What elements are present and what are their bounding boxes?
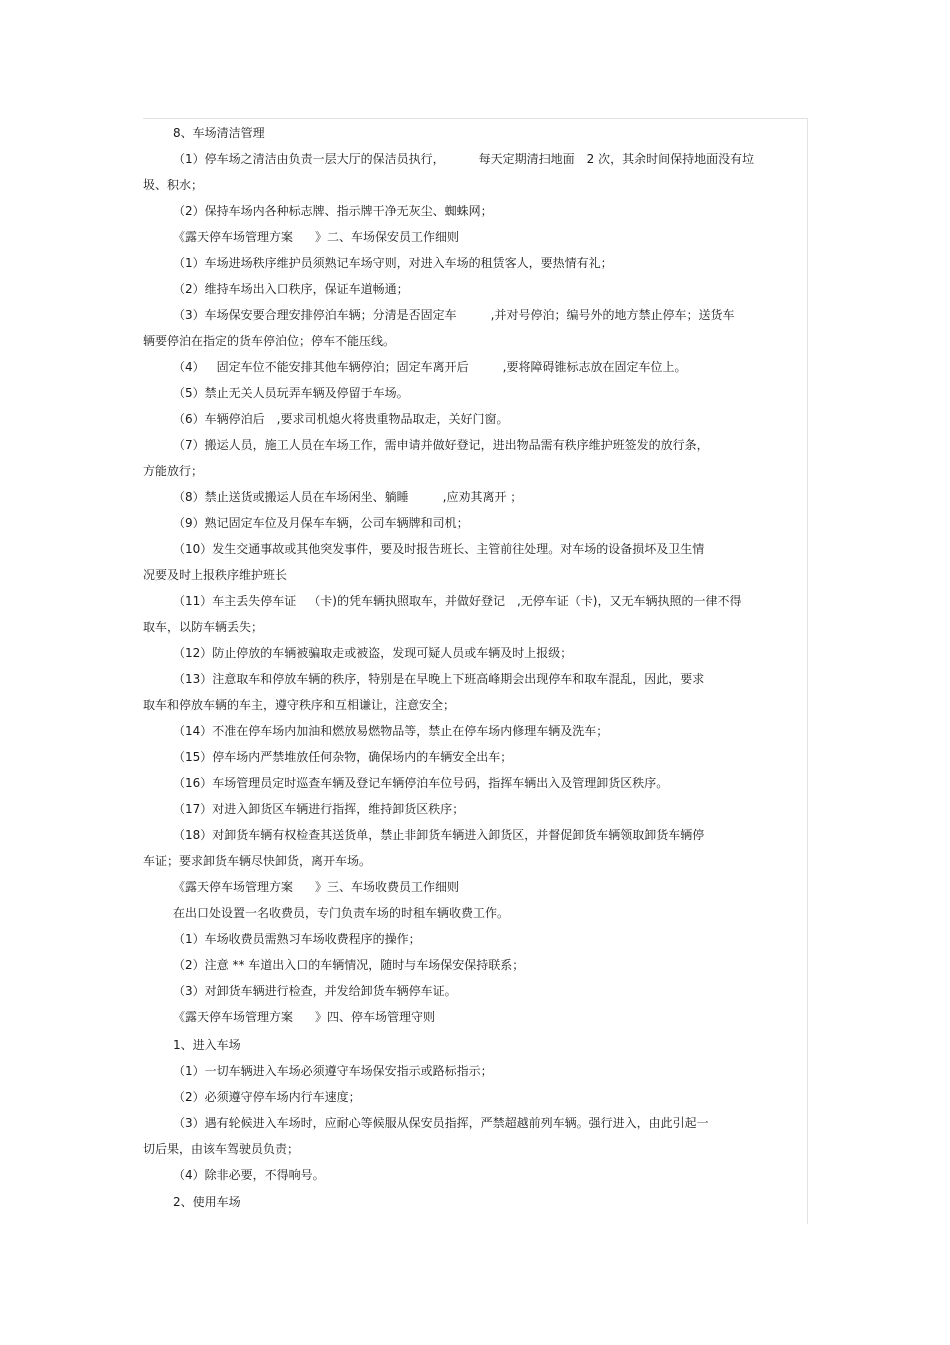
text-line: （18）对卸货车辆有权检查其送货单，禁止非卸货车辆进入卸货区，并督促卸货车辆领取卸货车辆停 [173, 828, 705, 842]
document-body [143, 124, 793, 1219]
section-heading: 8、车场清洁管理 [173, 126, 265, 140]
text-line: 在出口处设置一名收费员，专门负责车场的时租车辆收费工作。 [173, 906, 510, 920]
sub-heading: 2、使用车场 [173, 1195, 241, 1209]
section-heading: 《露天停车场管理方案 》四、停车场管理守则 [173, 1010, 436, 1024]
text-line: （1）一切车辆进入车场必须遵守车场保安指示或路标指示； [173, 1063, 493, 1078]
text-line: （8）禁止送货或搬运人员在车场闲坐、躺睡 ,应劝其离开 ； [173, 490, 523, 504]
text-line: （7）搬运人员，施工人员在车场工作，需申请并做好登记，进出物品需有秩序维护班签发的放行条， [173, 438, 709, 452]
text-line: 切后果，由该车驾驶员负责； [143, 1141, 300, 1156]
text-line: （3）对卸货车辆进行检查，并发给卸货车辆停车证。 [173, 984, 457, 998]
text-line: （16）车场管理员定时巡查车辆及登记车辆停泊车位号码，指挥车辆出入及管理卸货区秩序。 [173, 776, 669, 790]
text-line: 取车和停放车辆的车主，遵守秩序和互相谦让，注意安全； [143, 698, 456, 712]
text-line: （13）注意取车和停放车辆的秩序，特别是在早晚上下班高峰期会出现停车和取车混乱，因此，要求 [173, 672, 705, 686]
text-line: 方能放行； [143, 464, 204, 478]
text-line: 圾、积水； [143, 178, 204, 192]
text-line: （5）禁止无关人员玩弄车辆及停留于车场。 [173, 386, 409, 400]
sub-heading: 1、进入车场 [173, 1037, 241, 1052]
text-line: （4） 固定车位不能安排其他车辆停泊；固定车离开后 ,要将障碍锥标志放在固定车位上。 [173, 360, 687, 374]
text-line: （9）熟记固定车位及月保车车辆，公司车辆牌和司机； [173, 516, 469, 530]
text-line: （1）停车场之清洁由负责一层大厅的保洁员执行， 每天定期清扫地面 2 次，其余时间保持地面没有垃 [173, 152, 755, 166]
text-line: 况要及时上报秩序维护班长 [143, 568, 288, 582]
text-line: （12）防止停放的车辆被骗取走或被盗，发现可疑人员或车辆及时上报级； [173, 646, 573, 660]
text-line: （10）发生交通事故或其他突发事件，要及时报告班长、主管前往处理。对车场的设备损坏及卫生情 [173, 542, 705, 556]
text-line: （11）车主丢失停车证 （卡)的凭车辆执照取车，并做好登记 ,无停车证（卡)，又无车辆执照的一律不得 [173, 594, 742, 608]
section-heading: 《露天停车场管理方案 》二、车场保安员工作细则 [173, 230, 460, 244]
text-line: （2）保持车场内各种标志牌、指示牌干净无灰尘、蜘蛛网； [173, 204, 493, 218]
text-line: （3）遇有轮候进入车场时，应耐心等候服从保安员指挥，严禁超越前列车辆。强行进入，由此引起一 [173, 1115, 709, 1130]
text-line: （4）除非必要，不得响号。 [173, 1167, 325, 1182]
text-line: （2）必须遵守停车场内行车速度； [173, 1089, 361, 1104]
section-heading: 《露天停车场管理方案 》三、车场收费员工作细则 [173, 880, 460, 894]
text-line: （6）车辆停泊后 ,要求司机熄火将贵重物品取走，关好门窗。 [173, 412, 509, 426]
text-line: （1）车场收费员需熟习车场收费程序的操作； [173, 932, 421, 946]
text-line: 辆要停泊在指定的货车停泊位；停车不能压线。 [143, 334, 396, 348]
text-line: （15）停车场内严禁堆放任何杂物，确保场内的车辆安全出车； [173, 750, 513, 764]
text-line: （2）注意 ** 车道出入口的车辆情况，随时与车场保安保持联系； [173, 958, 525, 972]
text-line: 取车，以防车辆丢失； [143, 620, 264, 634]
text-line: （3）车场保安要合理安排停泊车辆；分清是否固定车 ,并对号停泊；编号外的地方禁止停车；送货车 [173, 308, 735, 322]
text-line: （1）车场进场秩序维护员须熟记车场守则，对进入车场的租赁客人，要热情有礼； [173, 256, 613, 270]
text-line: （2）维持车场出入口秩序，保证车道畅通； [173, 282, 409, 296]
text-line: （17）对进入卸货区车辆进行指挥，维持卸货区秩序； [173, 802, 465, 816]
text-line: （14）不准在停车场内加油和燃放易燃物品等，禁止在停车场内修理车辆及洗车； [173, 724, 609, 738]
text-line: 车证；要求卸货车辆尽快卸货，离开车场。 [143, 854, 372, 868]
